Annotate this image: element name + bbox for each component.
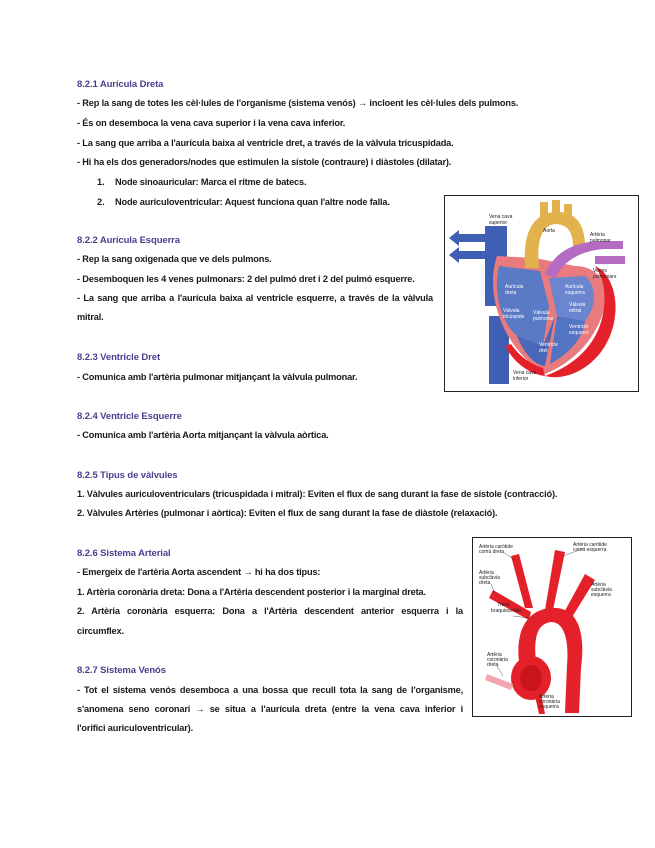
svg-text:comú dreta: comú dreta [479, 549, 505, 555]
svg-text:Artèria caròtide: Artèria caròtide [573, 542, 607, 548]
text-line: - Tot el sistema venós desemboca a una bossa que recull tota la sang de l'organisme, [77, 685, 463, 695]
list-number: 1. [97, 177, 105, 187]
text-line: 2. Vàlvules Artèries (pulmonar i aòrtica): Eviten el flux de sang durant la fase de diàstole (relaxació). [77, 508, 498, 518]
text-line: - És on desemboca la vena cava superior i la vena cava inferior. [77, 118, 346, 128]
heading-sistema-venos: 8.2.7 Sistema Venós [77, 665, 166, 676]
svg-text:dreta: dreta [505, 290, 517, 296]
svg-text:Artèria: Artèria [590, 232, 605, 238]
svg-text:esquerra: esquerra [539, 704, 559, 710]
svg-text:Vàlvula: Vàlvula [569, 302, 586, 308]
list-number: 2. [97, 197, 105, 207]
heading-ventricle-esquerre: 8.2.4 Ventricle Esquerre [77, 411, 182, 422]
svg-text:coronària: coronària [539, 699, 560, 705]
heading-ventricle-dret: 8.2.3 Ventricle Dret [77, 352, 161, 363]
svg-text:esquerre: esquerre [569, 330, 589, 336]
svg-text:comú esquerra: comú esquerra [573, 547, 607, 553]
svg-text:dreta: dreta [479, 580, 491, 586]
aorta-diagram [472, 537, 632, 717]
svg-text:pulmonars: pulmonars [593, 274, 617, 280]
text-line: 1. Artèria coronària dreta: Dona a l'Artèria descendent posterior i la marginal dreta. [77, 587, 426, 597]
svg-text:Aurícula: Aurícula [505, 284, 524, 290]
svg-text:coronària: coronària [487, 657, 508, 663]
text-line: mitral. [77, 312, 104, 322]
text-line: - Comunica amb l'artèria pulmonar mitjançant la vàlvula pulmonar. [77, 372, 358, 382]
heart-illustration [445, 196, 638, 391]
svg-text:pulmonar: pulmonar [533, 316, 554, 322]
svg-text:dreta: dreta [487, 662, 499, 668]
svg-text:Vàlvula: Vàlvula [533, 310, 550, 316]
svg-text:Artèria: Artèria [479, 570, 494, 576]
text-line: l'orifici auriculoventricular). [77, 723, 193, 733]
heading-auricula-dreta: 8.2.1 Aurícula Dreta [77, 79, 164, 90]
svg-text:Artèria: Artèria [487, 652, 502, 658]
svg-text:Aurícula: Aurícula [565, 284, 584, 290]
svg-text:pulmonar: pulmonar [590, 238, 611, 244]
text-line: 1. Vàlvules auriculoventriculars (tricuspidada i mitral): Eviten el flux de sang durant la fase de sístole (contracció). [77, 489, 558, 499]
text-line: - Rep la sang oxigenada que ve dels pulmons. [77, 254, 272, 264]
svg-text:subclàvia: subclàvia [591, 587, 612, 593]
text-line: - Hi ha els dos generadors/nodes que estimulen la sístole (contraure) i diàstoles (dilatar). [77, 157, 452, 167]
heading-auricula-esquerra: 8.2.2 Aurícula Esquerra [77, 235, 180, 246]
svg-text:Vàlvula: Vàlvula [503, 308, 520, 314]
text-line: circumflex. [77, 626, 124, 636]
list-item: Node sinoauricular: Marca el ritme de batecs. [115, 177, 307, 187]
list-item: Node auriculoventricular: Aquest funciona quan l'altre node falla. [115, 197, 390, 207]
text-line: - Rep la sang de totes les cèl·lules de l'organisme (sistema venós) → incloent les cèl·lules dels pulmons. [77, 98, 519, 108]
svg-text:Artèria: Artèria [591, 582, 606, 588]
svg-text:Vena cava: Vena cava [513, 370, 537, 376]
svg-text:esquerra: esquerra [565, 290, 585, 296]
svg-text:Tronc: Tronc [497, 602, 510, 608]
svg-text:Aorta: Aorta [543, 228, 555, 234]
text-line: - La sang que arriba a l'aurícula baixa al ventricle esquerre, a través de la vàlvula [77, 293, 433, 303]
text-line: s'anomena seno coronari → se situa a l'aurícula dreta (entre la vena cava inferior i [77, 704, 463, 714]
aorta-illustration [473, 538, 631, 716]
svg-text:inferior: inferior [513, 376, 529, 382]
text-line: - Emergeix de l'artèria Aorta ascendent → hi ha dos tipus: [77, 567, 321, 577]
svg-text:subclàvia: subclàvia [479, 575, 500, 581]
text-line: 2. Artèria coronària esquerra: Dona a l'Artèria descendent anterior esquerra i la [77, 606, 463, 616]
heading-sistema-arterial: 8.2.6 Sistema Arterial [77, 548, 171, 559]
svg-text:Vena cava: Vena cava [489, 214, 513, 220]
svg-text:Ventricle: Ventricle [569, 324, 589, 330]
text-line: - La sang que arriba a l'aurícula baixa al ventricle dret, a través de la vàlvula tricuspidada. [77, 138, 454, 148]
text-line: - Comunica amb l'artèria Aorta mitjançant la vàlvula aòrtica. [77, 430, 329, 440]
svg-text:tricúspide: tricúspide [503, 314, 525, 320]
svg-text:braquiocefàlic: braquiocefàlic [491, 608, 522, 614]
text-line: - Desemboquen les 4 venes pulmonars: 2 del pulmó dret i 2 del pulmó esquerre. [77, 274, 415, 284]
heading-tipus-valvules: 8.2.5 Tipus de vàlvules [77, 470, 178, 481]
svg-text:mitral: mitral [569, 308, 582, 314]
svg-text:Artèria caròtide: Artèria caròtide [479, 544, 513, 550]
heart-diagram [444, 195, 639, 392]
svg-text:Ventricle: Ventricle [539, 342, 559, 348]
svg-text:Venes: Venes [593, 268, 607, 274]
svg-text:Artèria: Artèria [539, 694, 554, 700]
svg-text:dret: dret [539, 348, 548, 354]
svg-text:esquerra: esquerra [591, 592, 611, 598]
svg-text:superior: superior [489, 220, 508, 226]
